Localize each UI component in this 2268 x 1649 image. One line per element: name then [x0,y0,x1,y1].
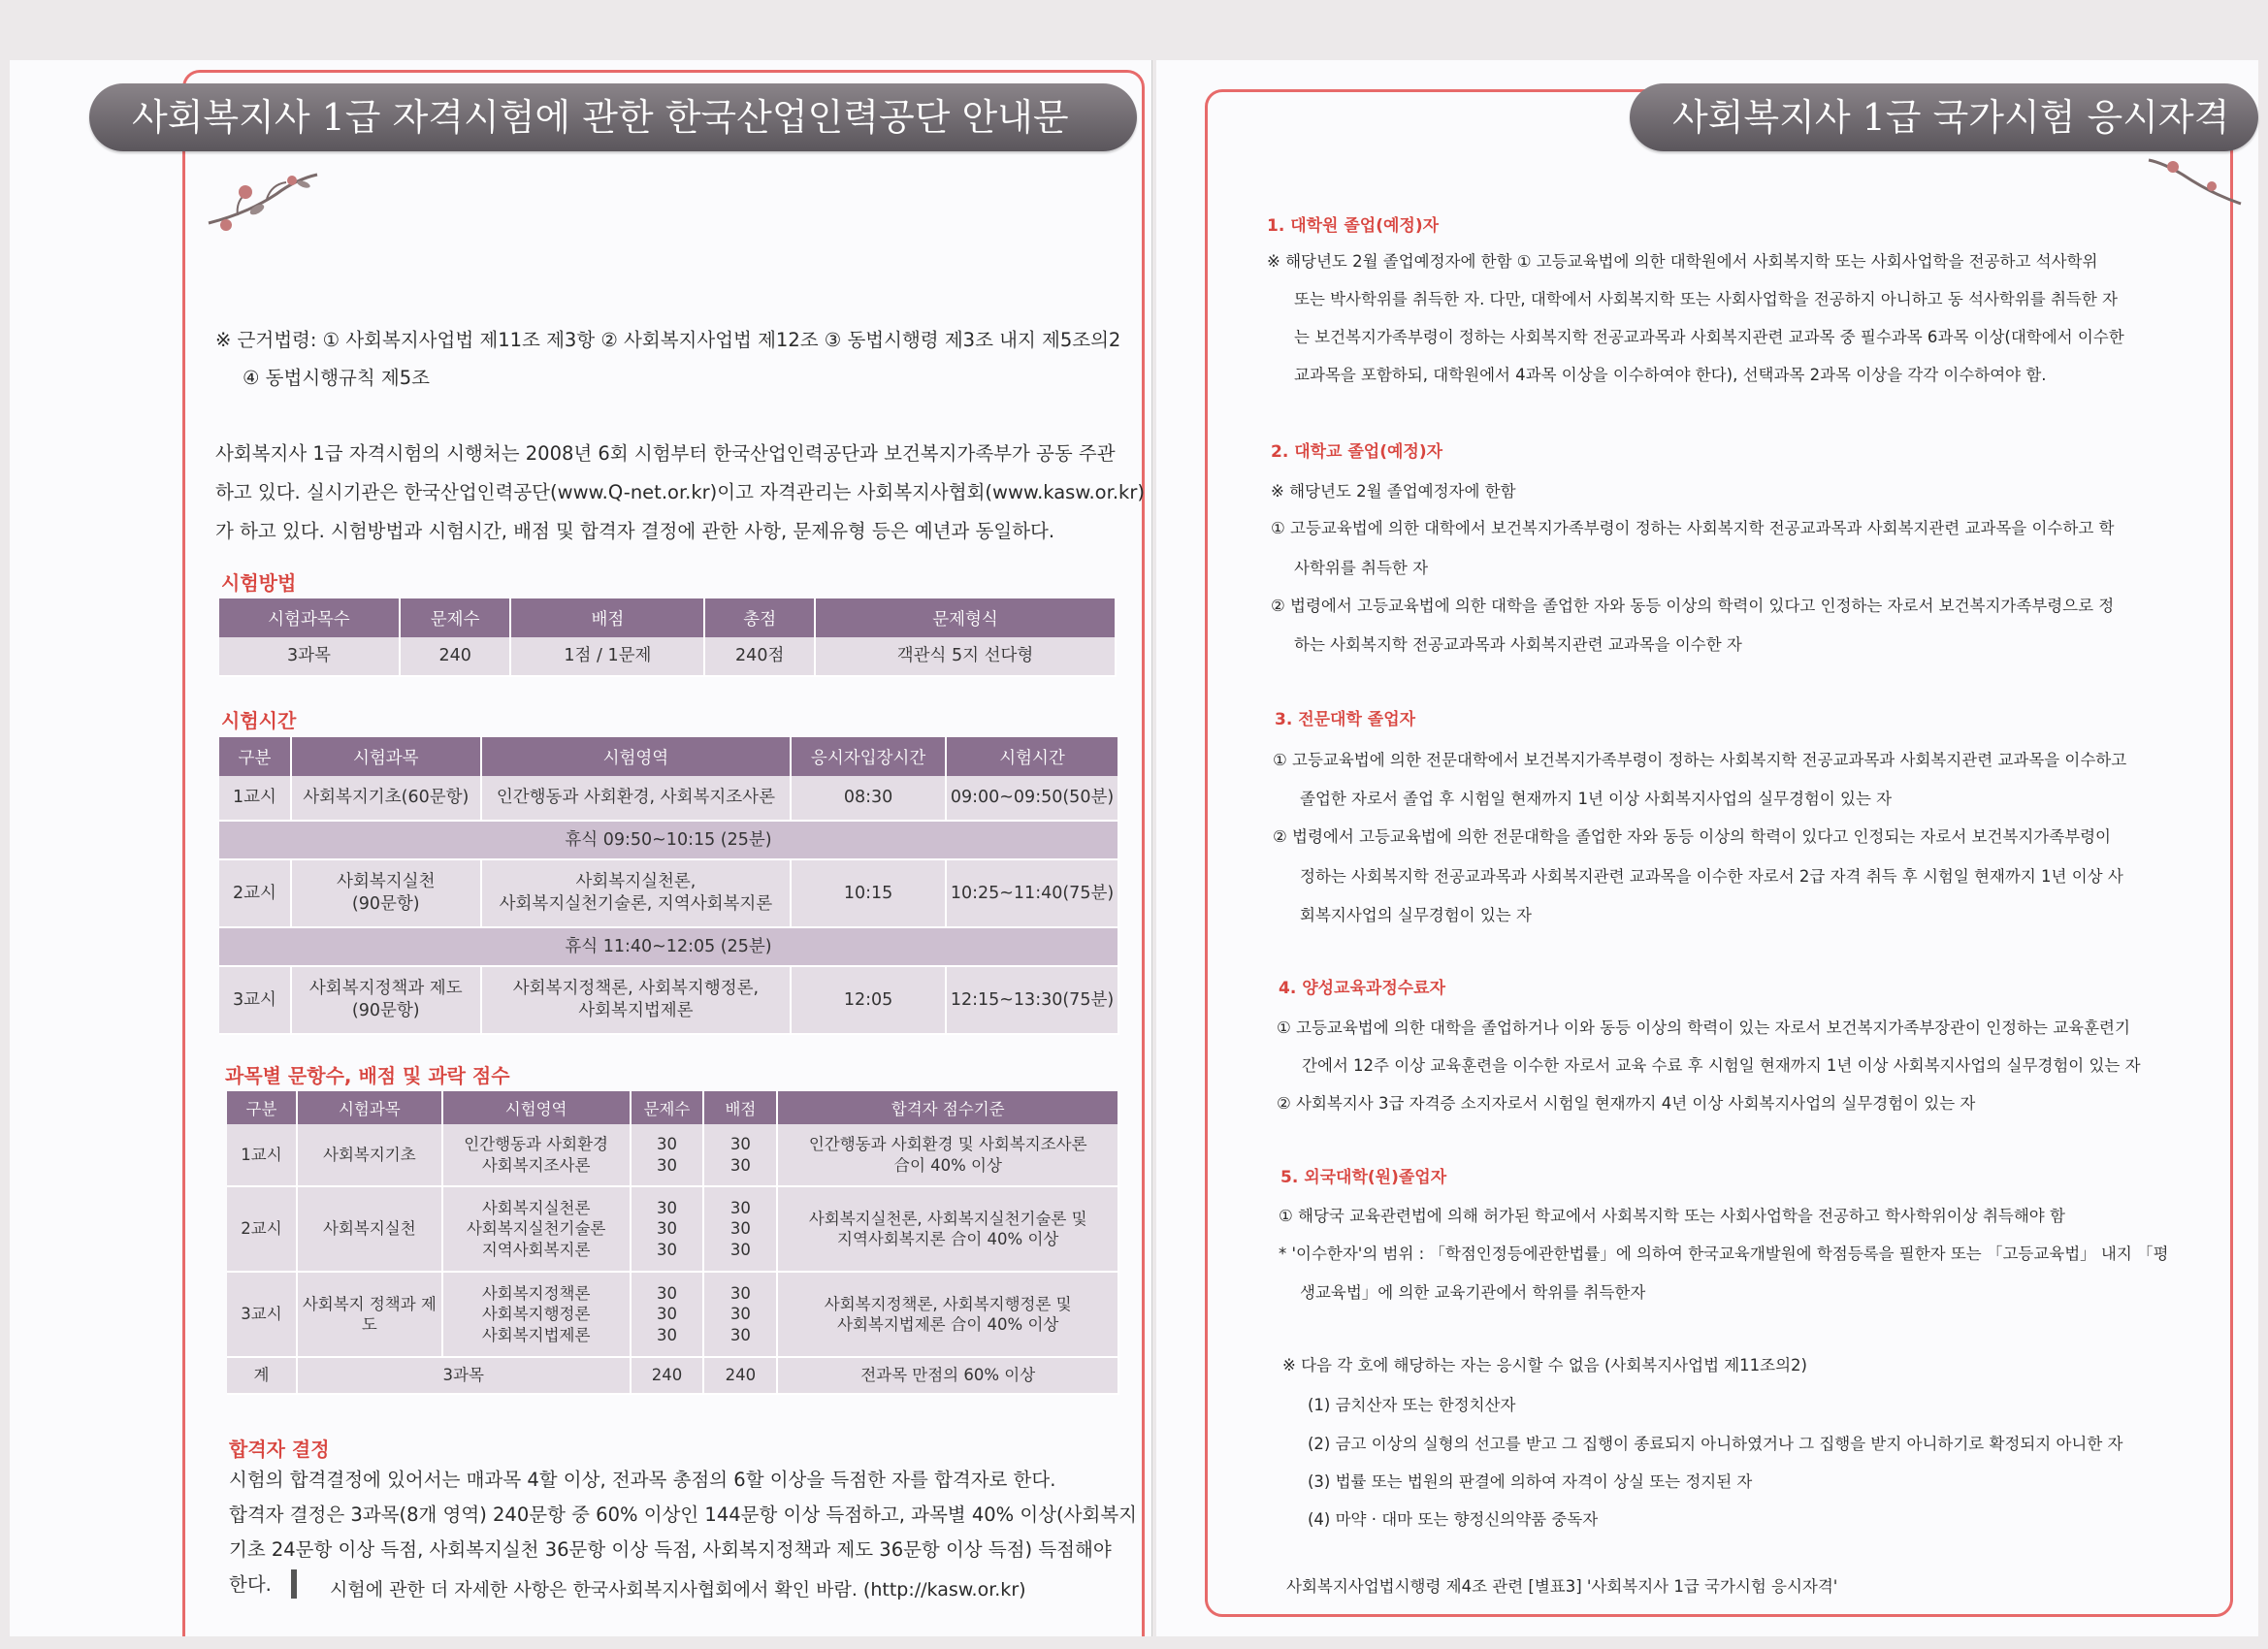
method-heading: 시험방법 [221,571,297,595]
section-2-line: ① 고등교육법에 의한 대학에서 보건복지가족부령이 정하는 사회복지학 전공교과목과 사회복지관련 교과목을 이수하고 학 [1271,519,2115,537]
cell: 사회복지기초(60문항) [291,776,481,821]
intro-line-2: 하고 있다. 실시기관은 한국산업인력공단(www.Q-net.or.kr)이고 자격관리는 사회복지사협회(www.kasw.or.kr) [215,481,1145,503]
cell: 사회복지실천론 사회복지실천기술론 지역사회복지론 [442,1186,631,1272]
score-table [227,1091,1119,1395]
right-page-frame [1205,89,2233,1617]
section-5-line: ① 해당국 교육관련법에 의해 허가된 학교에서 사회복지학 또는 사회사업학을 전공하고 학사학위이상 취득해야 함 [1279,1207,2065,1225]
cell: 사회복지기초 [297,1124,442,1186]
section-3-line: 회복지사업의 실무경험이 있는 자 [1300,906,1532,924]
section-3-line: ② 법령에서 고등교육법에 의한 전문대학을 졸업한 자와 동등 이상의 학력이 있다고 인정되는 자로서 보건복지가족부령이 [1273,827,2111,846]
disqualify-heading: ※ 다음 각 호에 해당하는 자는 응시할 수 없음 (사회복지사업법 제11조의2) [1282,1356,1807,1374]
cell: 240 [703,1357,777,1394]
cell: 1교시 [227,1124,297,1186]
flower-ornament-icon [2144,146,2251,213]
break-row: 휴식 11:40~12:05 (25분) [219,927,1118,966]
cell: 사회복지실천론, 사회복지실천기술론 및 지역사회복지론 合이 40% 이상 [777,1186,1118,1272]
section-4-line: ② 사회복지사 3급 자격증 소지자로서 시험일 현재까지 4년 이상 사회복지사업의 실무경험이 있는 자 [1277,1094,1976,1113]
legal-basis-line-2: ④ 동법시행규칙 제5조 [243,367,430,389]
th-period: 구분 [219,737,291,776]
cell: 10:25~11:40(75분) [946,859,1118,927]
section-4-line: ① 고등교육법에 의한 대학을 졸업하거나 이와 동등 이상의 학력이 있는 자로서 보건복지가족부장관이 인정하는 교육훈련기 [1277,1018,2130,1037]
th-format: 문제형식 [815,598,1116,637]
left-banner-title: 사회복지사 1급 자격시험에 관한 한국산업인력공단 안내문 [89,83,1137,151]
section-5-title: 5. 외국대학(원)졸업자 [1280,1168,1447,1187]
cell: 240 [631,1357,704,1394]
section-1-line: ※ 해당년도 2월 졸업예정자에 한함 ① 고등교육법에 의한 대학원에서 사회복지학 또는 사회사업학을 전공하고 석사학위 [1267,252,2098,271]
pass-line-3: 기초 24문항 이상 득점, 사회복지실천 36문항 이상 득점, 사회복지정책과 제도 36문항 이상 득점) 득점해야 [229,1538,1112,1561]
method-table [219,598,1117,677]
th-period: 구분 [227,1091,297,1124]
legal-basis-line-1: ※ 근거법령: ① 사회복지사업법 제11조 제3항 ② 사회복지사업법 제12조 ③ 동법시행령 제3조 내지 제5조의2 [215,329,1121,351]
cell: 사회복지실천 (90문항) [291,859,481,927]
section-3-title: 3. 전문대학 졸업자 [1275,710,1416,729]
cell: 3과목 [297,1357,631,1394]
intro-line-3: 가 하고 있다. 시험방법과 시험시간, 배점 및 합격자 결정에 관한 사항, 문제유형 등은 예년과 동일하다. [215,520,1055,542]
disqualify-item: (4) 마약 · 대마 또는 향정신의약품 중독자 [1308,1510,1599,1529]
cell: 30 30 [703,1124,777,1186]
cell: 30 30 30 [703,1272,777,1357]
pass-line-1: 시험의 합격결정에 있어서는 매과목 4할 이상, 전과목 총점의 6할 이상을 득점한 자를 합격자로 한다. [229,1469,1056,1491]
cell: 계 [227,1357,297,1394]
cell: 12:15~13:30(75분) [946,966,1118,1034]
cell: 1교시 [219,776,291,821]
intro-line-1: 사회복지사 1급 자격시험의 시행처는 2008년 6회 시험부터 한국산업인력공단과 보건복지가족부가 공동 주관 [215,442,1116,465]
section-1-line: 교과목을 포함하되, 대학원에서 4과목 이상을 이수하여야 한다), 선택과목 2과목 이상을 각각 이수하여야 함. [1294,366,2047,384]
section-2-line: 사학위를 취득한 자 [1294,559,1429,577]
score-heading: 과목별 문항수, 배점 및 과락 점수 [225,1064,510,1087]
th-area: 시험영역 [481,737,792,776]
cell: 240점 [704,637,815,676]
cell: 09:00~09:50(50분) [946,776,1118,821]
section-3-line: 정하는 사회복지학 전공교과목과 사회복지관련 교과목을 이수한 자로서 2급 자격 취득 후 시험일 현재까지 1년 이상 사 [1300,867,2123,886]
section-1-title: 1. 대학원 졸업(예정)자 [1267,216,1440,236]
time-heading: 시험시간 [221,709,297,732]
section-1-line: 또는 박사학위를 취득한 자. 다만, 대학에서 사회복지학 또는 사회사업학을 전공하지 아니하고 동 석사학위를 취득한 자 [1294,290,2118,308]
section-2-title: 2. 대학교 졸업(예정)자 [1271,442,1443,462]
break-row: 휴식 09:50~10:15 (25분) [219,821,1118,859]
cell: 3교시 [219,966,291,1034]
section-5-line: 생교육법」에 의한 교육기관에서 학위를 취득한자 [1300,1283,1646,1302]
cell: 사회복지실천론, 사회복지실천기술론, 지역사회복지론 [481,859,792,927]
section-2-line: 하는 사회복지학 전공교과목과 사회복지관련 교과목을 이수한 자 [1294,635,1742,654]
right-footnote: 사회복지사업법시행령 제4조 관련 [별표3] '사회복지사 1급 국가시험 응시자격' [1286,1577,1838,1596]
cell: 객관식 5지 선다형 [815,637,1116,676]
cell: 1점 / 1문제 [510,637,704,676]
pass-line-4: 한다. [229,1573,272,1596]
th-exam-time: 시험시간 [946,737,1118,776]
th-total: 총점 [704,598,815,637]
disqualify-item: (1) 금치산자 또는 한정치산자 [1308,1396,1516,1414]
th-points: 배점 [703,1091,777,1124]
cell: 30 30 30 [631,1272,704,1357]
cell: 사회복지정책론, 사회복지행정론, 사회복지법제론 [481,966,792,1034]
footer-divider [291,1569,297,1599]
cell: 240 [400,637,511,676]
cell: 12:05 [791,966,946,1034]
flower-ornament-icon [199,155,325,242]
cell: 30 30 [631,1124,704,1186]
cell: 08:30 [791,776,946,821]
cell: 3교시 [227,1272,297,1357]
disqualify-item: (2) 금고 이상의 실형의 선고를 받고 그 집행이 종료되지 아니하였거나 그 집행을 받지 아니하기로 확정되지 아니한 자 [1308,1435,2123,1453]
section-3-line: 졸업한 자로서 졸업 후 시험일 현재까지 1년 이상 사회복지사업의 실무경험이 있는 자 [1300,790,1893,808]
cell: 사회복지 정책과 제도 [297,1272,442,1357]
cell: 인간행동과 사회환경 및 사회복지조사론 合이 40% 이상 [777,1124,1118,1186]
cell: 3과목 [219,637,400,676]
pass-heading: 합격자 결정 [229,1438,330,1461]
cell: 10:15 [791,859,946,927]
th-subject: 시험과목 [297,1091,442,1124]
cell: 사회복지정책과 제도 (90문항) [291,966,481,1034]
th-criteria: 합격자 점수기준 [777,1091,1118,1124]
th-points: 배점 [510,598,704,637]
time-table [219,737,1119,1035]
pass-line-2: 합격자 결정은 3과목(8개 영역) 240문항 중 60% 이상인 144문항 이상 득점하고, 과목별 40% 이상(사회복지 [229,1504,1137,1526]
cell: 2교시 [227,1186,297,1272]
section-4-title: 4. 양성교육과정수료자 [1279,979,1446,998]
cell: 사회복지실천 [297,1186,442,1272]
disqualify-item: (3) 법률 또는 법원의 판결에 의하여 자격이 상실 또는 정지된 자 [1308,1472,1753,1491]
cell: 30 30 30 [703,1186,777,1272]
section-1-line: 는 보건복지가족부령이 정하는 사회복지학 전공교과목과 사회복지관련 교과목 중 필수과목 6과목 이상(대학에서 이수한 [1294,328,2124,346]
cell: 사회복지정책론 사회복지행정론 사회복지법제론 [442,1272,631,1357]
th-subject-count: 시험과목수 [219,598,400,637]
cell: 인간행동과 사회환경, 사회복지조사론 [481,776,792,821]
cell: 2교시 [219,859,291,927]
section-3-line: ① 고등교육법에 의한 전문대학에서 보건복지가족부령이 정하는 사회복지학 전공교과목과 사회복지관련 교과목을 이수하고 [1273,751,2127,769]
th-subject: 시험과목 [291,737,481,776]
section-5-line: * '이수한자'의 범위 : 「학점인정등에관한법률」에 의하여 한국교육개발원에 학점등록을 필한자 또는 「고등교육법」 내지 「평 [1279,1245,2169,1263]
th-count: 문제수 [631,1091,704,1124]
cell: 인간행동과 사회환경 사회복지조사론 [442,1124,631,1186]
pass-footer: 시험에 관한 더 자세한 사항은 한국사회복지사협회에서 확인 바람. (http://kasw.or.kr) [330,1579,1026,1600]
cell: 전과목 만점의 60% 이상 [777,1357,1118,1394]
cell: 사회복지정책론, 사회복지행정론 및 사회복지법제론 合이 40% 이상 [777,1272,1118,1357]
section-4-line: 간에서 12주 이상 교육훈련을 이수한 자로서 교육 수료 후 시험일 현재까지 1년 이상 사회복지사업의 실무경험이 있는 자 [1302,1056,2141,1075]
th-area: 시험영역 [442,1091,631,1124]
th-entry-time: 응시자입장시간 [791,737,946,776]
th-question-count: 문제수 [400,598,511,637]
section-2-line: ※ 해당년도 2월 졸업예정자에 한함 [1271,482,1516,501]
cell: 30 30 30 [631,1186,704,1272]
right-banner-title: 사회복지사 1급 국가시험 응시자격 [1630,83,2258,151]
section-2-line: ② 법령에서 고등교육법에 의한 대학을 졸업한 자와 동등 이상의 학력이 있다고 인정하는 자로서 보건복지가족부령으로 정 [1271,597,2115,615]
